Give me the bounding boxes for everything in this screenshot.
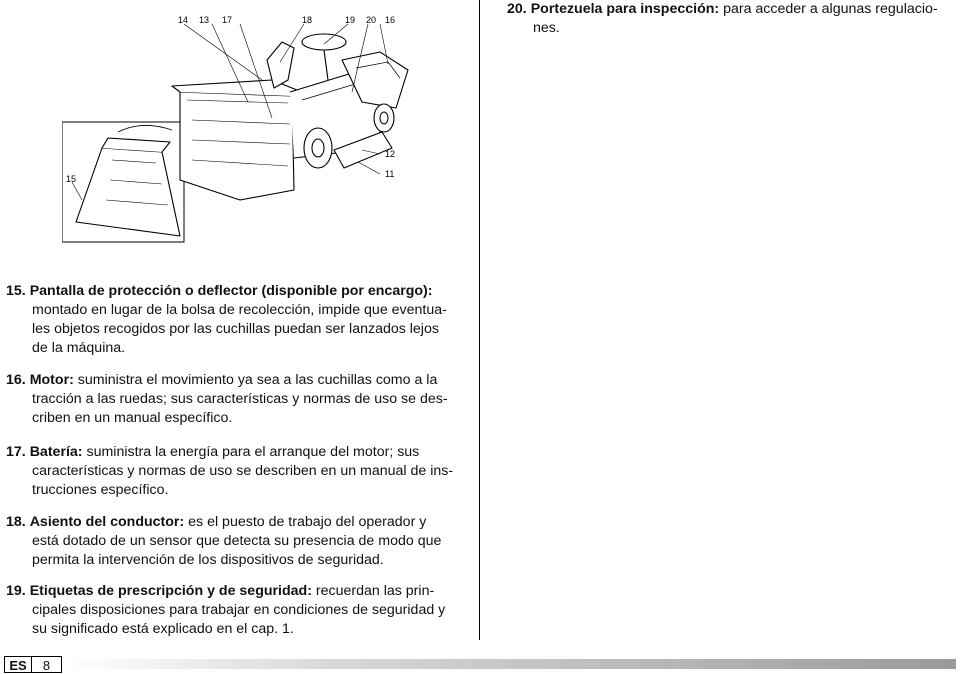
item-18: [6, 513, 456, 570]
item-16: [6, 371, 456, 428]
item-text: para acceder a algunas regulacio-: [723, 1, 938, 17]
rear-wheel: [304, 128, 332, 168]
callout-19: 19: [345, 15, 356, 25]
footer-gradient-bar: [66, 659, 956, 669]
item-number: 17.: [6, 444, 26, 460]
callout-15: 15: [66, 174, 77, 184]
callout-16: 16: [385, 15, 396, 25]
column-divider: [479, 0, 480, 640]
item-text: es el puesto de trabajo del operador y: [188, 514, 427, 530]
front-wheel: [374, 104, 394, 132]
item-line: está dotado de un sensor que detecta su presencia de modo que: [32, 533, 442, 549]
item-number: 18.: [6, 514, 26, 530]
item-term: Pantalla de protección o deflector (disponible por encargo):: [29, 283, 433, 299]
item-line: trucciones específico.: [32, 482, 169, 498]
callout-20: 20: [366, 15, 377, 25]
item-line: criben en un manual específico.: [32, 410, 233, 426]
item-line: nes.: [533, 20, 560, 36]
mower-illustration: [62, 0, 472, 248]
item-term: Portezuela para inspección:: [530, 1, 720, 17]
item-text: suministra la energía para el arranque del motor; sus: [86, 444, 420, 460]
item-15: [6, 282, 456, 358]
callout-18: 18: [302, 15, 313, 25]
callout-17: 17: [222, 15, 233, 25]
item-19: [6, 582, 456, 639]
item-line: permita la intervención de los dispositivos de seguridad.: [32, 552, 384, 568]
item-term: Motor:: [29, 372, 74, 388]
item-line: les objetos recogidos por las cuchillas puedan ser lanzados lejos: [32, 321, 439, 337]
item-line: montado en lugar de la bolsa de recolección, impide que eventua-: [32, 302, 447, 318]
item-number: 19.: [6, 583, 26, 599]
item-number: 20.: [507, 1, 527, 17]
steering-wheel-shape: [302, 34, 346, 50]
item-text: suministra el movimiento ya sea a las cuchillas como a la: [77, 372, 438, 388]
item-term: Etiquetas de prescripción y de seguridad:: [29, 583, 312, 599]
item-line: cipales disposiciones para trabajar en condiciones de seguridad y: [32, 602, 446, 618]
item-line: tracción a las ruedas; sus características y normas de uso se des-: [32, 391, 448, 407]
item-term: Batería:: [29, 444, 83, 460]
grass-bag: [180, 92, 294, 200]
callout-12: 12: [385, 149, 396, 159]
item-line: características y normas de uso se describen en un manual de ins-: [32, 463, 454, 479]
item-term: Asiento del conductor:: [29, 514, 185, 530]
callout-14: 14: [178, 15, 189, 25]
item-20: [507, 0, 947, 38]
item-text: recuerdan las prin-: [315, 583, 435, 599]
item-line: su significado está explicado en el cap. 1.: [32, 621, 294, 637]
item-line: de la máquina.: [32, 340, 126, 356]
page-number: 8: [32, 656, 62, 673]
language-code: ES: [4, 656, 32, 673]
callout-13: 13: [199, 15, 210, 25]
item-17: [6, 443, 456, 500]
item-number: 15.: [6, 283, 26, 299]
callout-11: 11: [385, 169, 395, 179]
item-number: 16.: [6, 372, 26, 388]
